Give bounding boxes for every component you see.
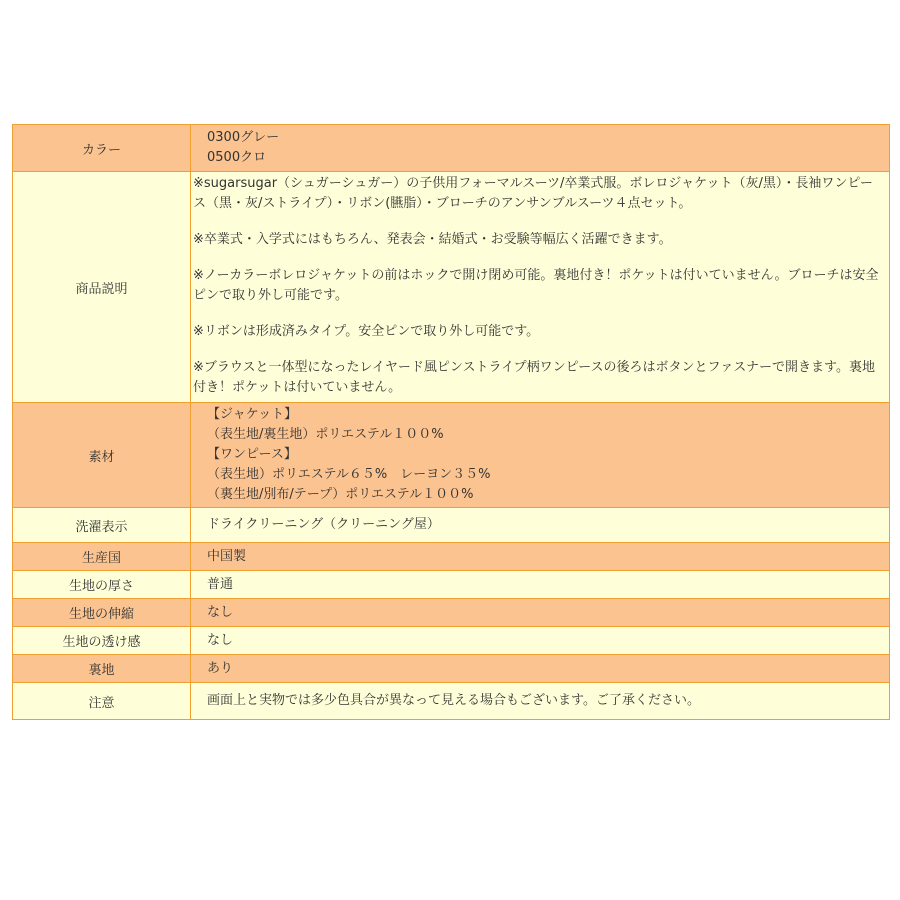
spec-value: なし bbox=[191, 627, 890, 655]
spec-label: 商品説明 bbox=[13, 172, 191, 403]
spec-row-description bbox=[13, 172, 890, 403]
spec-value: 画面上と実物では多少色具合が異なって見える場合もございます。ご了承ください。 bbox=[191, 683, 890, 720]
spec-row-note bbox=[13, 683, 890, 720]
spec-value bbox=[191, 125, 890, 172]
spec-label: 注意 bbox=[13, 683, 191, 720]
material-line: （表生地）ポリエステル６５% レーヨン３５% bbox=[207, 467, 491, 482]
spec-label: カラー bbox=[13, 125, 191, 172]
spec-row-stretch bbox=[13, 599, 890, 627]
spec-label: 裏地 bbox=[13, 655, 191, 683]
spec-value bbox=[191, 172, 890, 403]
spec-label: 生産国 bbox=[13, 543, 191, 571]
material-line: 【ジャケット】 bbox=[207, 407, 298, 422]
material-line: （裏生地/別布/テープ）ポリエステル１００% bbox=[207, 487, 474, 502]
material-line: 【ワンピース】 bbox=[207, 447, 297, 462]
spec-row-washing bbox=[13, 508, 890, 543]
spec-row-origin bbox=[13, 543, 890, 571]
color-option: 0500クロ bbox=[207, 150, 267, 165]
spec-label: 生地の厚さ bbox=[13, 571, 191, 599]
spec-value: 中国製 bbox=[191, 543, 890, 571]
description-paragraph: ※卒業式・入学式にはもちろん、発表会・結婚式・お受験等幅広く活躍できます。 bbox=[193, 232, 672, 247]
spec-row-color bbox=[13, 125, 890, 172]
spec-label: 生地の伸縮 bbox=[13, 599, 191, 627]
spec-value: なし bbox=[191, 599, 890, 627]
spec-row-sheerness bbox=[13, 627, 890, 655]
description-paragraph: ※リボンは形成済みタイプ。安全ピンで取り外し可能です。 bbox=[193, 324, 540, 339]
spec-value: 普通 bbox=[191, 571, 890, 599]
spec-row-thickness bbox=[13, 571, 890, 599]
spec-value: ドライクリーニング（クリーニング屋） bbox=[191, 508, 890, 543]
color-option: 0300グレー bbox=[207, 130, 280, 145]
spec-value bbox=[191, 403, 890, 508]
description-paragraph: ※ノーカラーボレロジャケットの前はホックで開け閉め可能。裏地付き！ポケットは付いていません。ブローチは安全ピンで取り外し可能です。 bbox=[193, 268, 879, 303]
material-line: （表生地/裏生地）ポリエステル１００% bbox=[207, 427, 444, 442]
spec-row-material bbox=[13, 403, 890, 508]
spec-value: あり bbox=[191, 655, 890, 683]
description-paragraph: ※ブラウスと一体型になったレイヤード風ピンストライプ柄ワンピースの後ろはボタンとファスナーで開きます。裏地付き！ポケットは付いていません。 bbox=[193, 360, 875, 395]
product-spec-table bbox=[12, 124, 890, 720]
spec-label: 生地の透け感 bbox=[13, 627, 191, 655]
spec-row-lining bbox=[13, 655, 890, 683]
spec-label: 素材 bbox=[13, 403, 191, 508]
description-paragraph: ※sugarsugar（シュガーシュガー）の子供用フォーマルスーツ/卒業式服。ボレロジャケット（灰/黒）・長袖ワンピース（黒・灰/ストライプ）・リボン(臙脂）・ブローチのアンサンブルスーツ４点セット。 bbox=[193, 176, 873, 211]
spec-label: 洗濯表示 bbox=[13, 508, 191, 543]
